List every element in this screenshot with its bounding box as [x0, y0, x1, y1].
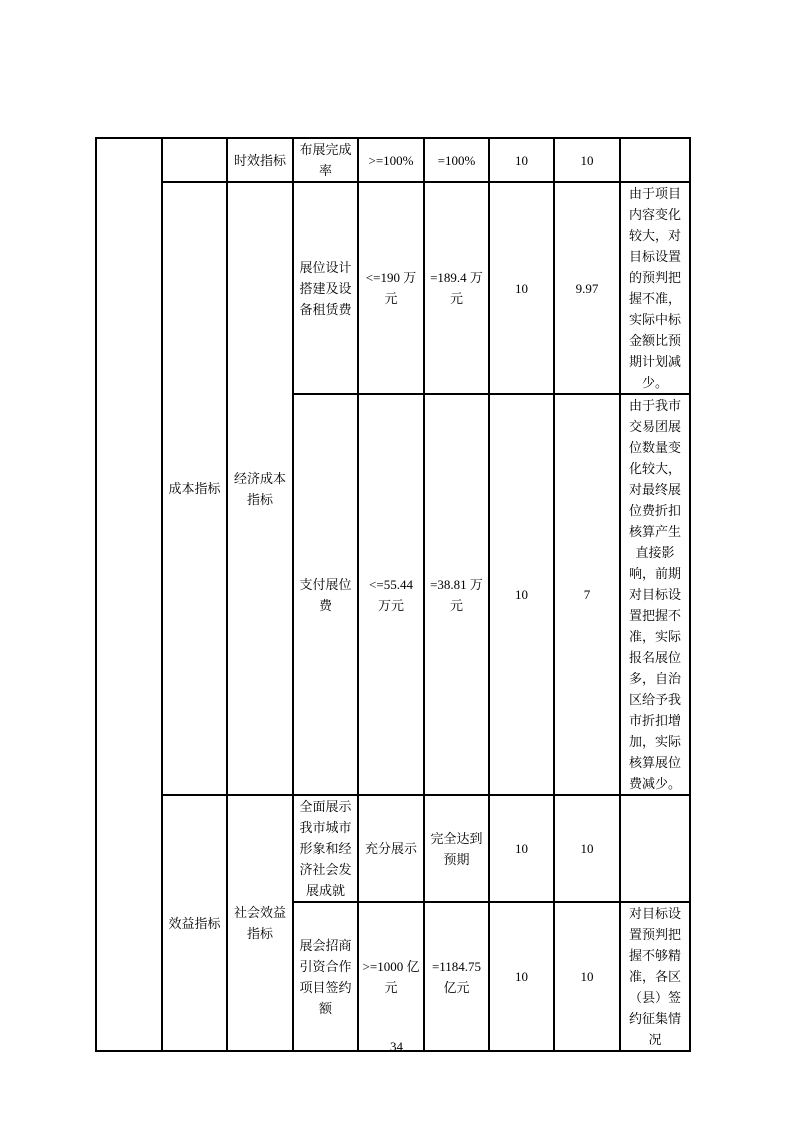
score-cell: 7 — [554, 394, 620, 795]
target-value-cell: 充分展示 — [358, 795, 424, 902]
actual-value-cell: =100% — [424, 138, 489, 182]
remark-cell: 由于我市交易团展位数量变化较大，对最终展位费折扣核算产生直接影响，前期对目标设置把握不准，实际报名展位多，自治区给予我市折扣增加，实际核算展位费减少。 — [620, 394, 690, 795]
target-value-cell: >=1000 亿元 — [358, 902, 424, 1051]
weight-cell: 10 — [489, 795, 554, 902]
indicator-name-cell: 布展完成率 — [293, 138, 358, 182]
weight-cell: 10 — [489, 394, 554, 795]
indicator-name-cell: 展位设计搭建及设备租赁费 — [293, 182, 358, 394]
table-row — [96, 138, 690, 182]
weight-cell: 10 — [489, 182, 554, 394]
score-cell: 10 — [554, 795, 620, 902]
actual-value-cell: =1184.75 亿元 — [424, 902, 489, 1051]
target-value-cell: <=190 万元 — [358, 182, 424, 394]
actual-value-cell: 完全达到预期 — [424, 795, 489, 902]
score-cell: 10 — [554, 902, 620, 1051]
level2-category-benefit: 效益指标 — [162, 795, 227, 1051]
actual-value-cell: =189.4 万元 — [424, 182, 489, 394]
table-row — [96, 182, 690, 394]
weight-cell: 10 — [489, 138, 554, 182]
remark-cell: 对目标设置预判把握不够精准，各区（县）签约征集情况 — [620, 902, 690, 1051]
remark-cell-empty — [620, 138, 690, 182]
actual-value-cell: =38.81 万元 — [424, 394, 489, 795]
remark-cell-empty — [620, 795, 690, 902]
weight-cell: 10 — [489, 902, 554, 1051]
indicator-name-cell: 全面展示我市城市形象和经济社会发展成就 — [293, 795, 358, 902]
page-number: 34 — [390, 1039, 403, 1054]
score-cell: 9.97 — [554, 182, 620, 394]
level3-category-social-benefit: 社会效益指标 — [227, 795, 293, 1051]
table-row — [96, 795, 690, 902]
level2-category-cell-empty — [162, 138, 227, 182]
level3-category-timeliness: 时效指标 — [227, 138, 293, 182]
indicator-name-cell: 展会招商引资合作项目签约额 — [293, 902, 358, 1051]
target-value-cell: <=55.44 万元 — [358, 394, 424, 795]
target-value-cell: >=100% — [358, 138, 424, 182]
level3-category-economic-cost: 经济成本指标 — [227, 182, 293, 795]
indicator-name-cell: 支付展位费 — [293, 394, 358, 795]
level2-category-cost: 成本指标 — [162, 182, 227, 795]
performance-indicator-table — [95, 137, 691, 1052]
level1-category-cell-empty — [96, 138, 162, 1051]
remark-cell: 由于项目内容变化较大，对目标设置的预判把握不准，实际中标金额比预期计划减少。 — [620, 182, 690, 394]
score-cell: 10 — [554, 138, 620, 182]
